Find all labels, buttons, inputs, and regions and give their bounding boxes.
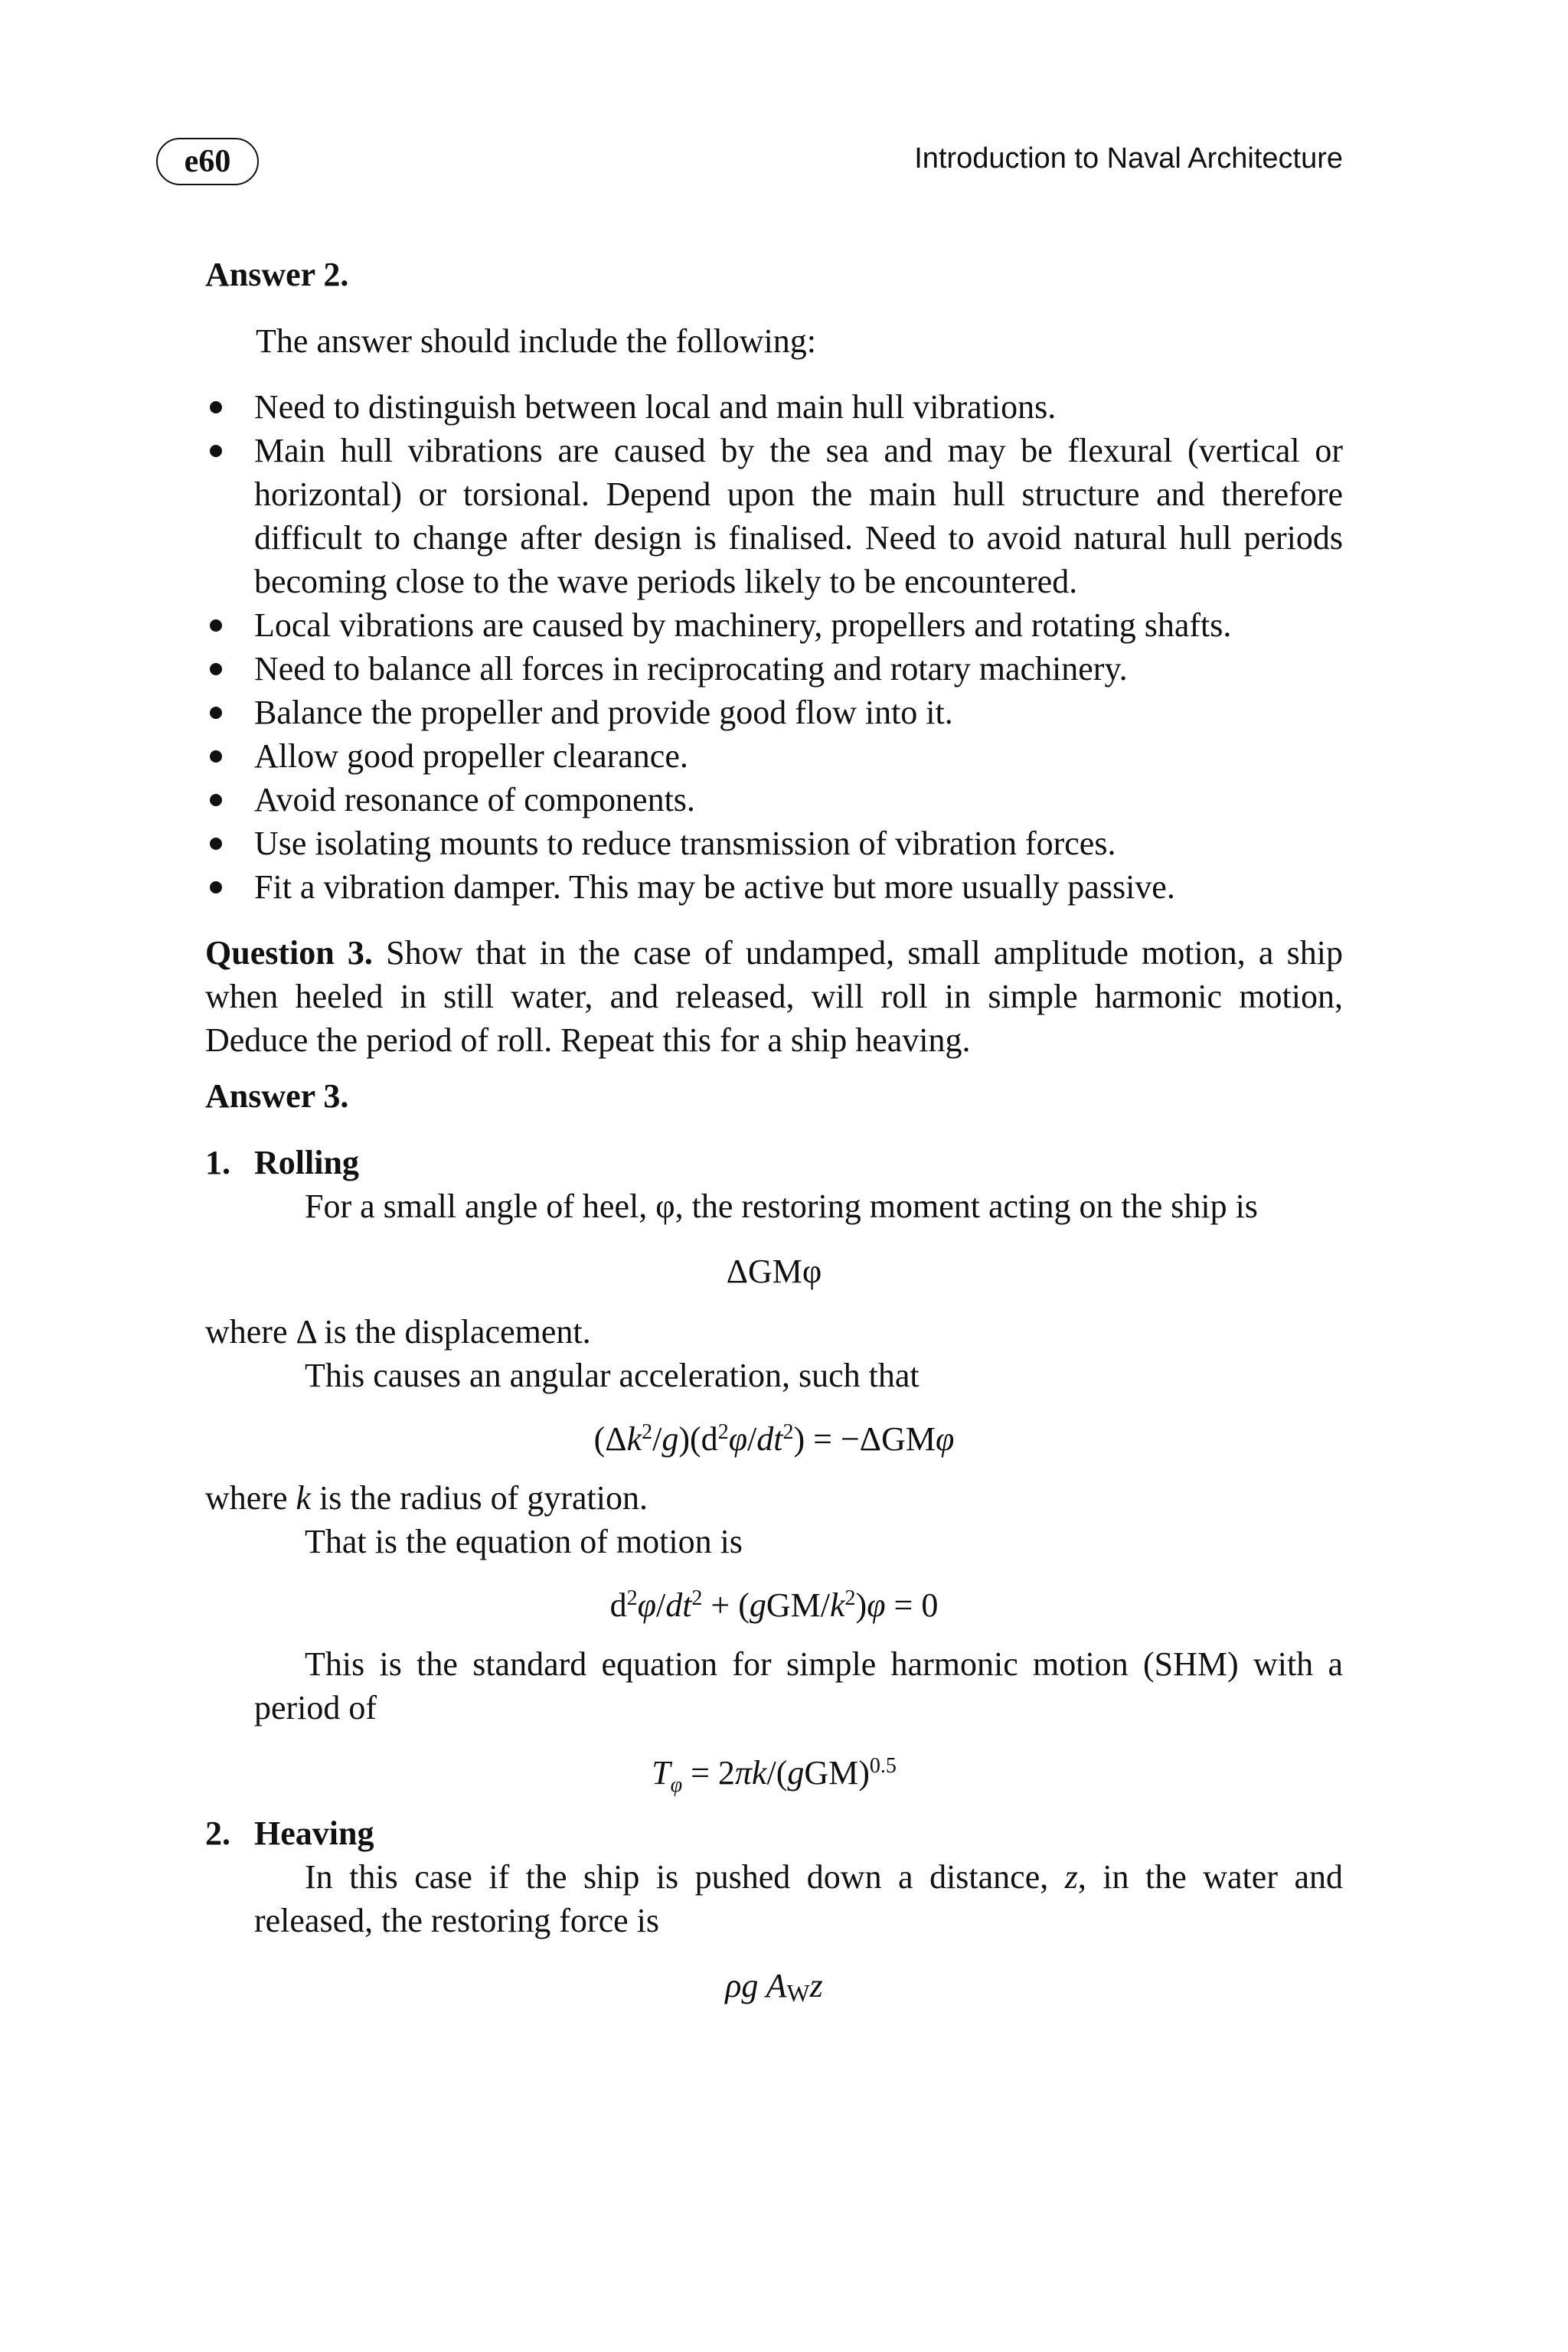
list-item: Need to distinguish between local and main hull vibrations.: [205, 385, 1343, 429]
list-item: Need to balance all forces in reciprocating and rotary machinery.: [205, 647, 1343, 691]
rolling-section: [205, 1184, 1343, 1228]
rolling-intro: For a small angle of heel, φ, the restoring moment acting on the ship is: [305, 1187, 1258, 1225]
bullet-icon: [210, 750, 222, 763]
heaving-heading: 2. Heaving: [205, 1815, 374, 1852]
displacement-note: where Δ is the displacement.: [205, 1313, 591, 1351]
angular-acceleration-intro: This causes an angular acceleration, such that: [305, 1357, 920, 1394]
bullet-icon: [210, 838, 222, 850]
list-item: Main hull vibrations are caused by the sea and may be flexural (vertical or horizontal) or torsional. Depend upon the main hull structure and therefore difficult to change after design is finalised. Need to avoid natural hull periods becoming close to the wave periods likely to be encountered.: [205, 429, 1343, 603]
question-3-label: Question 3.: [205, 934, 373, 972]
heaving-section: [205, 1855, 1343, 1942]
equation-heave-restoring-force: ρg AWz: [725, 1967, 823, 2007]
bullet-icon: [210, 619, 222, 632]
gyration-note: where k is the radius of gyration.: [205, 1479, 648, 1517]
answer-2-intro: The answer should include the following:: [256, 322, 816, 360]
shm-paragraph: This is the standard equation for simple harmonic motion (SHM) with a period of: [254, 1645, 1343, 1726]
equation-of-motion: $d^2\varphi/dt^2 + (gGM/k^2)\varphi = 0$: [609, 1586, 939, 1624]
equation-angular-acceleration: $(\Delta k^2/g)(d^2\varphi/dt^2) = -\Delta GM\varphi$: [593, 1420, 955, 1458]
bullet-icon: [210, 445, 222, 457]
heaving-intro: In this case if the ship is pushed down a distance, z, in the water and released, the restoring force is: [254, 1858, 1343, 1939]
list-item: Local vibrations are caused by machinery, propellers and rotating shafts.: [205, 603, 1343, 647]
page-number-badge: [156, 138, 259, 185]
answer-2-heading: Answer 2.: [205, 256, 349, 293]
rolling-heading: 1. Rolling: [205, 1144, 359, 1181]
bullet-icon: [210, 401, 222, 413]
equation-of-motion-intro: That is the equation of motion is: [305, 1523, 743, 1560]
list-item: Balance the propeller and provide good flow into it.: [205, 691, 1343, 734]
list-item: Use isolating mounts to reduce transmission of vibration forces.: [205, 822, 1343, 865]
list-item: Avoid resonance of components.: [205, 778, 1343, 822]
running-title: Introduction to Naval Architecture: [914, 142, 1343, 175]
question-3-text: Show that in the case of undamped, small amplitude motion, a ship when heeled in still water, and released, will roll in simple harmonic motion, Deduce the period of roll. Repeat this for a ship heaving.: [205, 934, 1343, 1059]
question-3-paragraph: [205, 931, 1343, 1062]
page-body: [205, 253, 1343, 2015]
bullet-icon: [210, 881, 222, 893]
bullet-icon: [210, 707, 222, 719]
answer-2-bullet-list: [205, 385, 1343, 909]
bullet-icon: [210, 794, 222, 806]
answer-3-heading: Answer 3.: [205, 1077, 349, 1115]
list-item: Fit a vibration damper. This may be active but more usually passive.: [205, 865, 1343, 909]
page-number: e60: [184, 144, 231, 179]
equation-roll-period: $T_\varphi = 2\pi k/(gGM)^{0.5}$: [652, 1754, 897, 1797]
bullet-icon: [210, 663, 222, 675]
equation-restoring-moment: ΔGMφ: [726, 1253, 822, 1290]
list-item: Allow good propeller clearance.: [205, 734, 1343, 778]
